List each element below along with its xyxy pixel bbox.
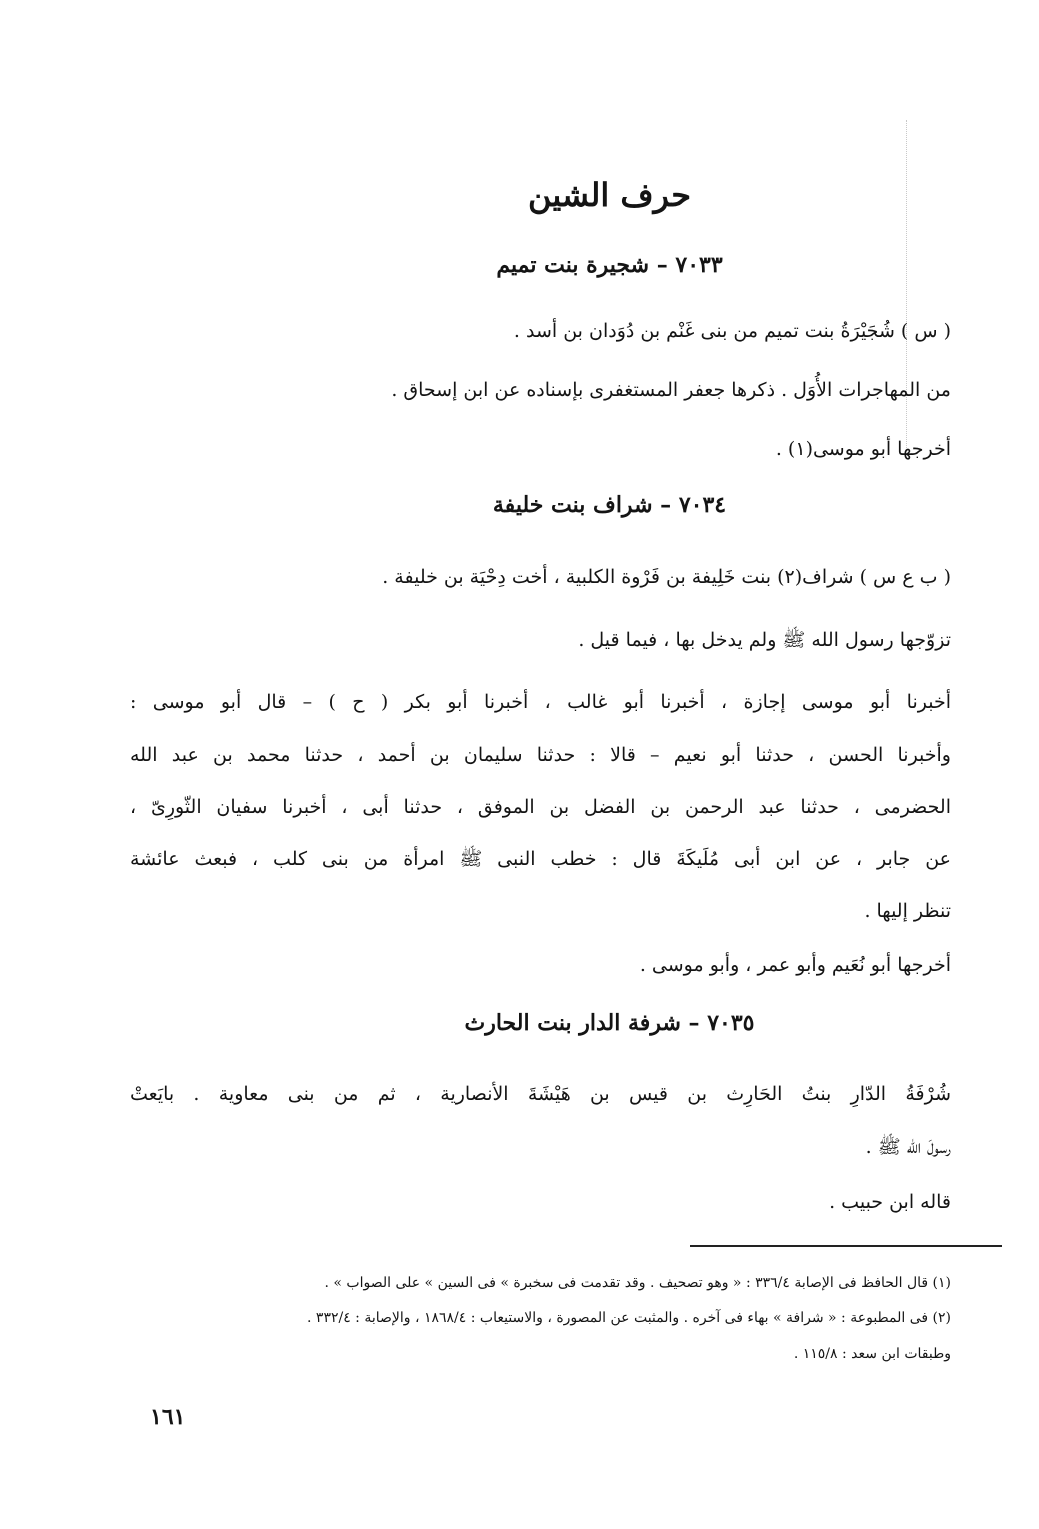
- footnote-1: (١) قال الحافظ فى الإصابة ٣٣٦/٤ : « وهو تصحيف . وقد تقدمت فى سخبرة » فى السين » على الصواب » .: [324, 1275, 951, 1291]
- entry-title-7034: ٧٠٣٤ – شراف بنت خليفة: [492, 492, 727, 518]
- entry-7034-line-2: تزوّجها رسول الله ﷺ ولم يدخل بها ، فيما قيل .: [578, 629, 951, 651]
- entry-7033-line-2: من المهاجرات الأُوَل . ذكرها جعفر المستغفرى بإسناده عن ابن إسحاق .: [391, 379, 951, 401]
- footnote-2: (٢) فى المطبوعة : « شرافة » بهاء فى آخره . والمثبت عن المصورة ، والاستيعاب : ١٨٦٨/٤ ، والإصابة : ٣٣٢/٤ .: [307, 1310, 951, 1326]
- entry-7034-line-7: تنظر إليها .: [864, 900, 951, 922]
- footnote-separator: [690, 1245, 1002, 1247]
- footnote-2-continued: وطبقات ابن سعد : ١١٥/٨ .: [793, 1346, 951, 1362]
- entry-7034-line-4: وأخبرنا الحسن ، حدثنا أبو نعيم – قالا : حدثنا سليمان بن أحمد ، حدثنا محمد بن عبد الله: [130, 744, 951, 766]
- entry-7034-line-8: أخرجها أبو نُعَيم وأبو عمر ، وأبو موسى .: [639, 954, 951, 976]
- chapter-title: حرف الشين: [528, 176, 691, 214]
- entry-title-7033: ٧٠٣٣ – شجيرة بنت تميم: [496, 252, 723, 278]
- entry-7034-line-6: عن جابر ، عن ابن أبى مُلَيكَةَ قال : خطب النبى ﷺ امرأة من بنى كلب ، فبعث عائشة: [130, 848, 951, 870]
- entry-7033-line-3: أخرجها أبو موسى(١) .: [775, 438, 951, 460]
- entry-7035-line-2: رسولَ الله ﷺ .: [865, 1136, 951, 1158]
- entry-7035-line-3: قاله ابن حبيب .: [829, 1191, 951, 1213]
- entry-7034-line-3: أخبرنا أبو موسى إجازة ، أخبرنا أبو غالب ، أخبرنا أبو بكر ( ح ) – قال أبو موسى :: [130, 691, 951, 713]
- entry-title-7035: ٧٠٣٥ – شرفة الدار بنت الحارث: [464, 1010, 755, 1036]
- entry-7035-line-1: شُرْفَةُ الدّارِ بنتُ الحَارِث بن قيس بن هَيْشَةَ الأنصارية ، ثم من بنى معاوية . بايَعتْ: [130, 1083, 951, 1105]
- entry-7034-line-5: الحضرمى ، حدثنا عبد الرحمن بن الفضل بن الموفق ، حدثنا أبى ، أخبرنا سفيان الثّورِىّ ،: [130, 796, 951, 818]
- page-number: ١٦١: [150, 1404, 186, 1430]
- entry-7034-line-1: ( ب ع س ) شراف(٢) بنت خَلِيفة بن فَرْوة الكلبية ، أخت دِحْيَة بن خليفة .: [382, 566, 951, 588]
- entry-7033-line-1: ( س ) شُجَيْرَةُ بنت تميم من بنى غَنْم بن دُوَدان بن أسد .: [513, 320, 951, 342]
